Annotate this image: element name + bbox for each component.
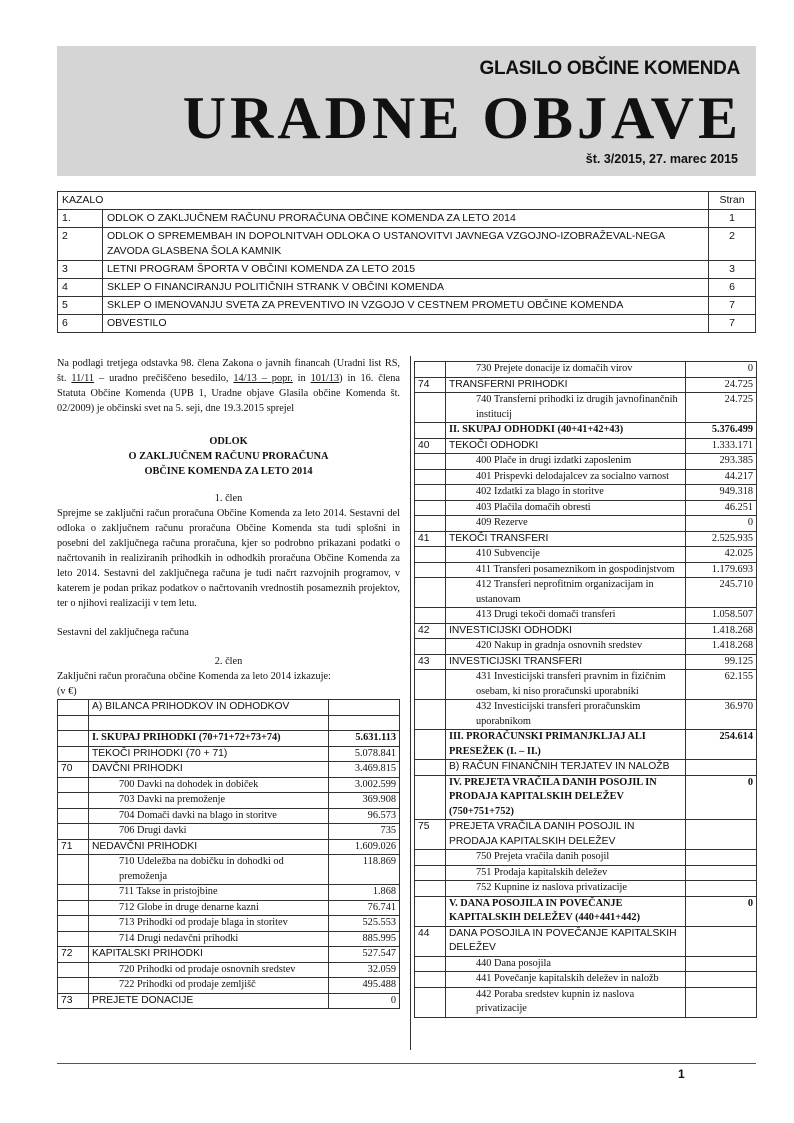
toc-page: 3 [709, 261, 756, 279]
table-row [415, 438, 757, 454]
account-value: 0 [686, 775, 757, 820]
account-value: 44.217 [686, 469, 757, 485]
article-text: Zaključni račun proračuna občine Komenda za leto 2014 izkazuje: [57, 671, 331, 682]
section-note: Sestavni del zaključnega računa [57, 627, 189, 638]
article-heading: 1. člen [214, 493, 243, 504]
table-row [415, 896, 757, 926]
account-code [58, 746, 89, 762]
account-label: 710 Udeležba na dobičku in dohodki od premoženja [89, 855, 329, 885]
table-row [415, 639, 757, 655]
account-value: 527.547 [329, 947, 400, 963]
account-value [686, 956, 757, 972]
account-label: INVESTICIJSKI ODHODKI [446, 623, 686, 639]
table-row [415, 608, 757, 624]
table-row [415, 972, 757, 988]
account-label: 740 Transferni prihodki iz drugih javnofinančnih institucij [446, 393, 686, 423]
table-row [415, 850, 757, 866]
toc-title: OBVESTILO [103, 315, 709, 333]
account-value [686, 760, 757, 776]
account-label: 700 Davki na dohodek in dobiček [89, 777, 329, 793]
account-code [415, 987, 446, 1017]
account-label: TEKOČI PRIHODKI (70 + 71) [89, 746, 329, 762]
table-row [58, 962, 400, 978]
account-code [58, 962, 89, 978]
account-code [415, 850, 446, 866]
account-value [686, 850, 757, 866]
table-row [415, 670, 757, 700]
toc-page: 7 [709, 297, 756, 315]
toc-row[interactable] [58, 297, 756, 315]
account-code: 73 [58, 993, 89, 1009]
table-row [58, 777, 400, 793]
account-code [58, 855, 89, 885]
toc-page: 1 [709, 210, 756, 228]
account-code: 42 [415, 623, 446, 639]
account-label: 722 Prihodki od prodaje zemljišč [89, 978, 329, 994]
masthead [57, 46, 756, 176]
toc-row[interactable] [58, 261, 756, 279]
account-label: TEKOČI ODHODKI [446, 438, 686, 454]
toc-title: SKLEP O FINANCIRANJU POLITIČNIH STRANK V OBČINI KOMENDA [103, 279, 709, 297]
account-code [415, 608, 446, 624]
toc-number: 3 [58, 261, 103, 279]
account-code [415, 469, 446, 485]
account-value: 293.385 [686, 454, 757, 470]
right-column [414, 361, 757, 1018]
toc-title: ODLOK O SPREMEMBAH IN DOPOLNITVAH ODLOKA O USTANOVITVI JAVNEGA VZGOJNO-IZOBRAŽEVAL-NEGA ZAVODA GLASBENA ŠOLA KAMNIK [103, 228, 709, 261]
table-row [58, 931, 400, 947]
table-row [58, 700, 400, 716]
account-value [686, 881, 757, 897]
account-value: 525.553 [329, 916, 400, 932]
account-label: 420 Nakup in gradnja osnovnih sredstev [446, 639, 686, 655]
account-value: 1.868 [329, 885, 400, 901]
table-row [415, 547, 757, 563]
table-row [58, 793, 400, 809]
account-label: II. SKUPAJ ODHODKI (40+41+42+43) [446, 423, 686, 439]
account-value [686, 987, 757, 1017]
table-row [415, 377, 757, 393]
account-code [58, 900, 89, 916]
account-code [415, 896, 446, 926]
account-label: 714 Drugi nedavčni prihodki [89, 931, 329, 947]
table-row [58, 715, 400, 731]
account-label: 403 Plačila domačih obresti [446, 500, 686, 516]
account-value [686, 972, 757, 988]
account-label: IV. PREJETA VRAČILA DANIH POSOJIL IN PRODAJA KAPITALSKIH DELEŽEV (750+751+752) [446, 775, 686, 820]
account-value: 0 [686, 362, 757, 378]
toc-page: 6 [709, 279, 756, 297]
account-code [58, 885, 89, 901]
account-value: 118.869 [329, 855, 400, 885]
account-value [686, 926, 757, 956]
currency-unit: (v €) [57, 686, 77, 697]
account-value: 1.418.268 [686, 623, 757, 639]
account-code [58, 978, 89, 994]
toc-row[interactable] [58, 279, 756, 297]
odlok-title: ODLOK [209, 436, 248, 447]
account-label: 411 Transferi posameznikom in gospodinjstvom [446, 562, 686, 578]
account-label [89, 715, 329, 731]
toc-page-header: Stran [709, 192, 756, 210]
masthead-subtitle: GLASILO OBČINE KOMENDA [479, 58, 740, 79]
account-label: 730 Prejete donacije iz domačih virov [446, 362, 686, 378]
account-value: 46.251 [686, 500, 757, 516]
account-code [415, 454, 446, 470]
table-row [415, 485, 757, 501]
account-value [329, 715, 400, 731]
account-label: V. DANA POSOJILA IN POVEČANJE KAPITALSKIH DELEŽEV (440+441+442) [446, 896, 686, 926]
table-row [415, 562, 757, 578]
account-value: 1.058.507 [686, 608, 757, 624]
account-label: 711 Takse in pristojbine [89, 885, 329, 901]
account-code [415, 578, 446, 608]
account-value [686, 820, 757, 850]
account-label: 750 Prejeta vračila danih posojil [446, 850, 686, 866]
account-value: 495.488 [329, 978, 400, 994]
account-label: 413 Drugi tekoči domači transferi [446, 608, 686, 624]
account-label: 752 Kupnine iz naslova privatizacije [446, 881, 686, 897]
account-code: 74 [415, 377, 446, 393]
table-of-contents [57, 191, 756, 333]
account-code [415, 500, 446, 516]
account-code: 41 [415, 531, 446, 547]
account-code: 44 [415, 926, 446, 956]
account-code [58, 777, 89, 793]
account-code [58, 715, 89, 731]
account-code [58, 931, 89, 947]
account-value: 1.609.026 [329, 839, 400, 855]
ref-link[interactable]: 11/11 [71, 373, 95, 384]
account-label: 720 Prihodki od prodaje osnovnih sredstev [89, 962, 329, 978]
account-label: DANA POSOJILA IN POVEČANJE KAPITALSKIH DELEŽEV [446, 926, 686, 956]
account-value: 885.995 [329, 931, 400, 947]
account-label: PREJETA VRAČILA DANIH POSOJIL IN PRODAJA KAPITALSKIH DELEŽEV [446, 820, 686, 850]
account-value: 0 [686, 516, 757, 532]
toc-number: 5 [58, 297, 103, 315]
intro-paragraph: Na podlagi tretjega odstavka 98. člena Zakona o javnih financah (Uradni list RS, št. 11/11 – uradno prečiščeno besedilo, 14/13 – popr. in 101/13) in 16. člena Statuta Občine Komenda (UPB 1, Uradne objave Glasila občine Komenda št. 02/2009) je občinski svet na 5. seji, dne 19.3.2015 sprejel [57, 358, 400, 414]
account-label: 432 Investicijski transferi proračunskim uporabnikom [446, 700, 686, 730]
table-row [415, 469, 757, 485]
toc-title: LETNI PROGRAM ŠPORTA V OBČINI KOMENDA ZA LETO 2015 [103, 261, 709, 279]
table-row [415, 865, 757, 881]
table-row [58, 731, 400, 747]
table-row [58, 762, 400, 778]
account-label: B) RAČUN FINANČNIH TERJATEV IN NALOŽB [446, 760, 686, 776]
account-label: 751 Prodaja kapitalskih deležev [446, 865, 686, 881]
account-value: 76.741 [329, 900, 400, 916]
account-label: 712 Globe in druge denarne kazni [89, 900, 329, 916]
table-row [58, 900, 400, 916]
toc-header: KAZALO [58, 192, 709, 210]
toc-number: 1. [58, 210, 103, 228]
issue-info: št. 3/2015, 27. marec 2015 [585, 152, 738, 166]
account-code [415, 775, 446, 820]
account-code: 75 [415, 820, 446, 850]
account-label: NEDAVČNI PRIHODKI [89, 839, 329, 855]
account-value: 62.155 [686, 670, 757, 700]
account-label: 703 Davki na premoženje [89, 793, 329, 809]
account-label: 713 Prihodki od prodaje blaga in storitev [89, 916, 329, 932]
account-label: TEKOČI TRANSFERI [446, 531, 686, 547]
table-row [415, 623, 757, 639]
table-row [58, 993, 400, 1009]
balance-table-left [57, 699, 400, 1009]
account-label: 412 Transferi neprofitnim organizacijam in ustanovam [446, 578, 686, 608]
account-label: KAPITALSKI PRIHODKI [89, 947, 329, 963]
balance-table-right [414, 361, 757, 1018]
account-value: 24.725 [686, 377, 757, 393]
account-value: 0 [686, 896, 757, 926]
table-row [415, 700, 757, 730]
account-code: 43 [415, 654, 446, 670]
table-row [415, 516, 757, 532]
ref-link[interactable]: 101/13 [310, 373, 340, 384]
table-row [415, 578, 757, 608]
account-code [58, 731, 89, 747]
account-label: INVESTICIJSKI TRANSFERI [446, 654, 686, 670]
account-value: 949.318 [686, 485, 757, 501]
account-value: 369.908 [329, 793, 400, 809]
account-value [329, 700, 400, 716]
account-code [58, 824, 89, 840]
account-label: A) BILANCA PRIHODKOV IN ODHODKOV [89, 700, 329, 716]
account-label: 431 Investicijski transferi pravnim in fizičnim osebam, ki niso proračunski uporabniki [446, 670, 686, 700]
account-code [415, 639, 446, 655]
account-code [415, 972, 446, 988]
left-column [57, 356, 400, 1009]
account-code: 40 [415, 438, 446, 454]
account-label: III. PRORAČUNSKI PRIMANJKLJAJ ALI PRESEŽEK (I. – II.) [446, 730, 686, 760]
table-row [415, 956, 757, 972]
page-number: 1 [678, 1067, 685, 1081]
account-value: 2.525.935 [686, 531, 757, 547]
account-value: 0 [329, 993, 400, 1009]
account-value: 5.631.113 [329, 731, 400, 747]
table-row [415, 987, 757, 1017]
account-label: PREJETE DONACIJE [89, 993, 329, 1009]
table-row [58, 855, 400, 885]
toc-row[interactable] [58, 315, 756, 333]
masthead-title: URADNE OBJAVE [182, 85, 742, 151]
account-label: TRANSFERNI PRIHODKI [446, 377, 686, 393]
account-code [415, 516, 446, 532]
account-label: I. SKUPAJ PRIHODKI (70+71+72+73+74) [89, 731, 329, 747]
account-code [415, 362, 446, 378]
table-row [58, 746, 400, 762]
table-row [415, 775, 757, 820]
article-heading: 2. člen [214, 656, 243, 667]
account-value: 32.059 [329, 962, 400, 978]
account-value: 5.078.841 [329, 746, 400, 762]
odlok-title-line: OBČINE KOMENDA ZA LETO 2014 [144, 466, 313, 477]
account-value: 24.725 [686, 393, 757, 423]
account-code [415, 423, 446, 439]
toc-page: 2 [709, 228, 756, 261]
account-code [415, 393, 446, 423]
account-label: DAVČNI PRIHODKI [89, 762, 329, 778]
account-value: 1.418.268 [686, 639, 757, 655]
table-row [415, 393, 757, 423]
account-code [415, 730, 446, 760]
account-code [415, 956, 446, 972]
table-row [58, 885, 400, 901]
account-value: 245.710 [686, 578, 757, 608]
table-row [415, 926, 757, 956]
account-code: 71 [58, 839, 89, 855]
account-code [58, 700, 89, 716]
account-code [58, 808, 89, 824]
account-label: 706 Drugi davki [89, 824, 329, 840]
toc-page: 7 [709, 315, 756, 333]
account-value: 36.970 [686, 700, 757, 730]
account-code [415, 881, 446, 897]
account-code: 70 [58, 762, 89, 778]
account-value: 254.614 [686, 730, 757, 760]
table-row [415, 760, 757, 776]
table-row [58, 839, 400, 855]
column-divider [410, 356, 411, 1050]
table-row [415, 654, 757, 670]
toc-number: 6 [58, 315, 103, 333]
account-code [415, 865, 446, 881]
table-row [415, 423, 757, 439]
account-label: 442 Poraba sredstev kupnin iz naslova privatizacije [446, 987, 686, 1017]
table-row [58, 947, 400, 963]
article-text: Sprejme se zaključni račun proračuna Občine Komenda za leto 2014. Sestavni del odloka o zaključnem računu proračuna Občine Komenda sta tudi splošni in posebni del zaključnega računa proračuna, kjer so podrobno prikazani podatki o načrtovanih in realiziranih prihodkih in odhodkih proračuna Občine Komenda za leto 2014. Sestavni del zaključnega računa je tudi načrt razvojnih programov, v katerem je podan prikaz podatkov o načrtovanih vrednostih posameznih projektov, ter o njihovi realizaciji v tem letu. [57, 508, 400, 609]
account-code [415, 547, 446, 563]
account-label: 441 Povečanje kapitalskih deležev in naložb [446, 972, 686, 988]
account-code [415, 760, 446, 776]
toc-header-row [58, 192, 756, 210]
account-value: 3.469.815 [329, 762, 400, 778]
toc-row[interactable] [58, 210, 756, 228]
account-label: 401 Prispevki delodajalcev za socialno varnost [446, 469, 686, 485]
account-label: 400 Plače in drugi izdatki zaposlenim [446, 454, 686, 470]
account-label: 410 Subvencije [446, 547, 686, 563]
account-value: 3.002.599 [329, 777, 400, 793]
odlok-title-line: O ZAKLJUČNEM RAČUNU PRORAČUNA [128, 451, 329, 462]
table-row [58, 808, 400, 824]
table-row [415, 730, 757, 760]
toc-title: SKLEP O IMENOVANJU SVETA ZA PREVENTIVO IN VZGOJO V CESTNEM PROMETU OBČINE KOMENDA [103, 297, 709, 315]
account-label: 409 Rezerve [446, 516, 686, 532]
toc-number: 4 [58, 279, 103, 297]
table-row [415, 454, 757, 470]
account-value [686, 865, 757, 881]
account-value: 96.573 [329, 808, 400, 824]
ref-link[interactable]: 14/13 – popr. [233, 373, 293, 384]
account-code [415, 485, 446, 501]
account-value: 5.376.499 [686, 423, 757, 439]
footer-rule [57, 1063, 756, 1064]
table-row [415, 881, 757, 897]
account-value: 42.025 [686, 547, 757, 563]
account-value: 735 [329, 824, 400, 840]
table-row [58, 916, 400, 932]
account-label: 440 Dana posojila [446, 956, 686, 972]
account-label: 704 Domači davki na blago in storitve [89, 808, 329, 824]
account-code [415, 700, 446, 730]
table-row [415, 531, 757, 547]
toc-row[interactable] [58, 228, 756, 261]
table-row [415, 820, 757, 850]
account-value: 1.179.693 [686, 562, 757, 578]
account-code: 72 [58, 947, 89, 963]
account-code [58, 916, 89, 932]
toc-title: ODLOK O ZAKLJUČNEM RAČUNU PRORAČUNA OBČINE KOMENDA ZA LETO 2014 [103, 210, 709, 228]
account-code [415, 670, 446, 700]
account-code [58, 793, 89, 809]
table-row [58, 978, 400, 994]
account-label: 402 Izdatki za blago in storitve [446, 485, 686, 501]
account-value: 99.125 [686, 654, 757, 670]
account-code [415, 562, 446, 578]
table-row [415, 362, 757, 378]
table-row [415, 500, 757, 516]
account-value: 1.333.171 [686, 438, 757, 454]
toc-number: 2 [58, 228, 103, 261]
table-row [58, 824, 400, 840]
